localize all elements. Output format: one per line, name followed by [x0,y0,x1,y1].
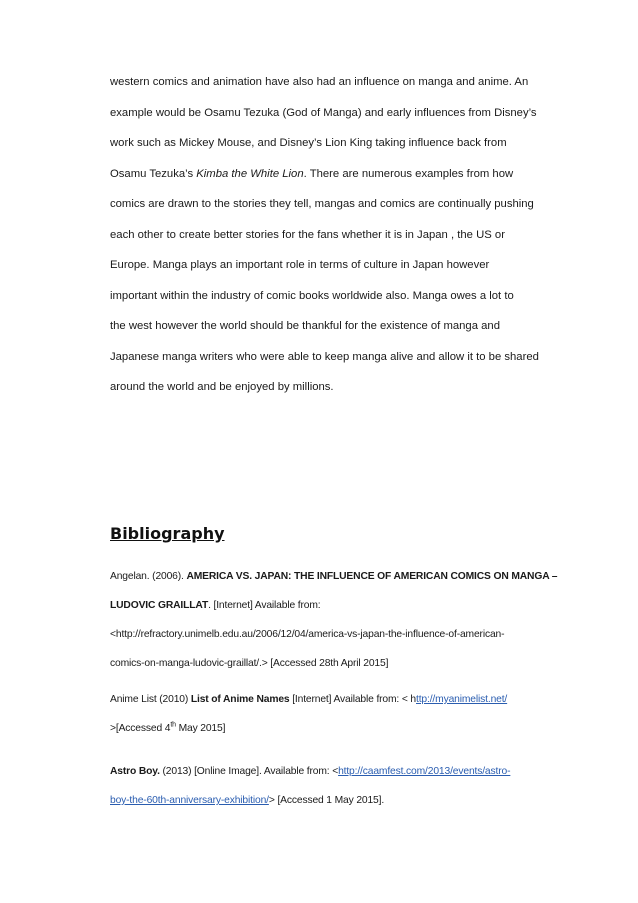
ref-title: Astro Boy. [110,766,160,777]
ref-url: <http://refractory.unimelb.edu.au/2006/12/04/america-vs-japan-the-influence-of-american- [110,629,505,640]
body-paragraph [110,67,570,403]
ref-title: List of Anime Names [190,694,290,705]
ref-title: LUDOVIC GRAILLAT [110,600,209,611]
ref-text: [Internet] Available from: < h [289,694,417,705]
bibliography-entry-angelan [110,562,580,678]
paragraph-line: comics are drawn to the stories they tell, mangas and comics are continually pushing [110,198,534,210]
paragraph-line: Japanese manga writers who were able to keep manga alive and allow it to be shared [110,350,539,363]
ref-link[interactable]: ttp://myanimelist.net/ [416,694,508,705]
ref-author: Anime List (2010) [110,694,191,705]
paragraph-text: Osamu Tezuka’s [110,167,197,180]
ordinal-suffix: th [170,721,176,729]
ref-url: comics-on-manga-ludovic-graillat/.> [Accessed 28th April 2015] [110,658,389,669]
ref-link[interactable]: http://caamfest.com/2013/events/astro- [338,766,511,777]
ref-title: AMERICA VS. JAPAN: THE INFLUENCE OF AMERICAN COMICS ON MANGA – [186,571,558,582]
ref-text: . [Internet] Available from: [208,600,321,611]
paragraph-line: the west however the world should be thankful for the existence of manga and [110,320,500,332]
paragraph-line: western comics and animation have also had an influence on manga and anime. An [110,76,529,88]
ref-author: Angelan. (2006). [110,571,187,582]
bibliography-heading: Bibliography [110,524,225,543]
paragraph-line: work such as Mickey Mouse, and Disney’s Lion King taking influence back from [110,137,507,149]
paragraph-line: around the world and be enjoyed by millions. [110,381,334,393]
ref-text: >[Accessed 4 [110,723,171,734]
ref-text: May 2015] [175,723,226,734]
paragraph-line: each other to create better stories for the fans whether it is in Japan , the US or [110,228,505,241]
ref-text: > [Accessed 1 May 2015]. [268,795,385,806]
paragraph-line: example would be Osamu Tezuka (God of Manga) and early influences from Disney’s [110,106,537,119]
ref-link[interactable]: boy-the-60th-anniversary-exhibition/ [110,795,269,806]
ref-text: (2013) [Online Image]. Available from: < [159,766,339,777]
bibliography-entry-astro-boy [110,757,580,815]
bibliography-entry-anime-list [110,685,580,743]
book-title: Kimba the White Lion [196,167,304,180]
paragraph-line: Europe. Manga plays an important role in terms of culture in Japan however [110,259,490,271]
paragraph-text: . There are numerous examples from how [303,167,514,180]
paragraph-line [110,159,570,190]
paragraph-line: important within the industry of comic books worldwide also. Manga owes a lot to [110,289,514,302]
